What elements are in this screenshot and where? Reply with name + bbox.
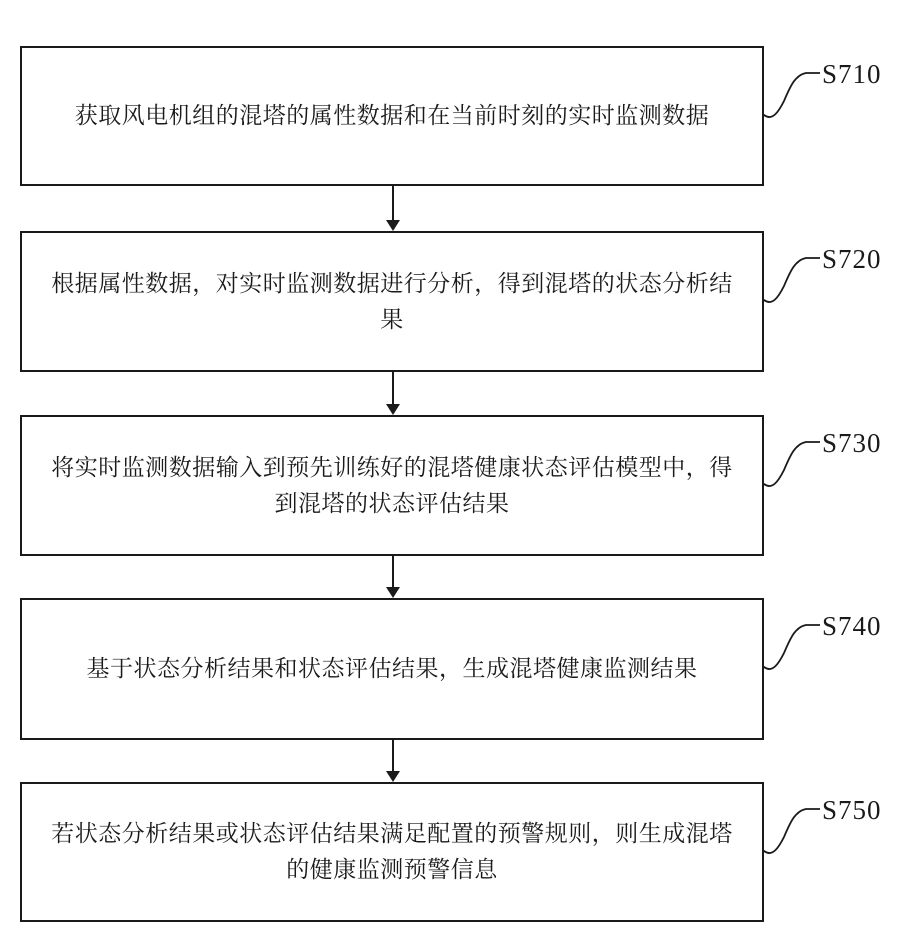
leader-line-s740 [763,614,820,672]
down-arrow-icon [385,372,401,415]
leader-line-s720 [763,247,820,305]
arrowhead-down-icon [386,587,400,598]
step-number-label-s720: S720 [822,244,882,274]
flow-step-box-s740 [20,598,764,740]
arrowhead-down-icon [386,404,400,415]
step-number-label-s710: S710 [822,59,882,89]
arrowhead-down-icon [386,771,400,782]
arrow-shaft [392,740,394,772]
step-number-label-s730: S730 [822,428,882,458]
leader-line-s750 [763,798,820,856]
step-text-s750: 若状态分析结果或状态评估结果满足配置的预警规则，则生成混塔的健康监测预警信息 [51,821,733,882]
flow-step-box-s710 [20,46,764,186]
step-text-s720: 根据属性数据，对实时监测数据进行分析，得到混塔的状态分析结果 [51,270,733,332]
arrowhead-down-icon [386,220,400,231]
down-arrow-icon [385,556,401,598]
step-number-label-s750: S750 [822,795,882,825]
step-text-s740: 基于状态分析结果和状态评估结果，生成混塔健康监测结果 [86,656,698,681]
down-arrow-icon [385,740,401,782]
arrow-shaft [392,556,394,588]
arrow-shaft [392,372,394,405]
leader-line-s730 [763,431,820,489]
arrow-shaft [392,186,394,221]
step-number-label-s740: S740 [822,611,882,641]
step-text-s710: 获取风电机组的混塔的属性数据和在当前时刻的实时监测数据 [74,103,710,128]
flow-step-box-s750 [20,782,764,922]
flow-step-box-s720 [20,231,764,372]
down-arrow-icon [385,186,401,231]
leader-line-s710 [763,62,820,120]
step-text-s730: 将实时监测数据输入到预先训练好的混塔健康状态评估模型中，得到混塔的状态评估结果 [51,454,733,516]
flow-step-box-s730 [20,415,764,556]
